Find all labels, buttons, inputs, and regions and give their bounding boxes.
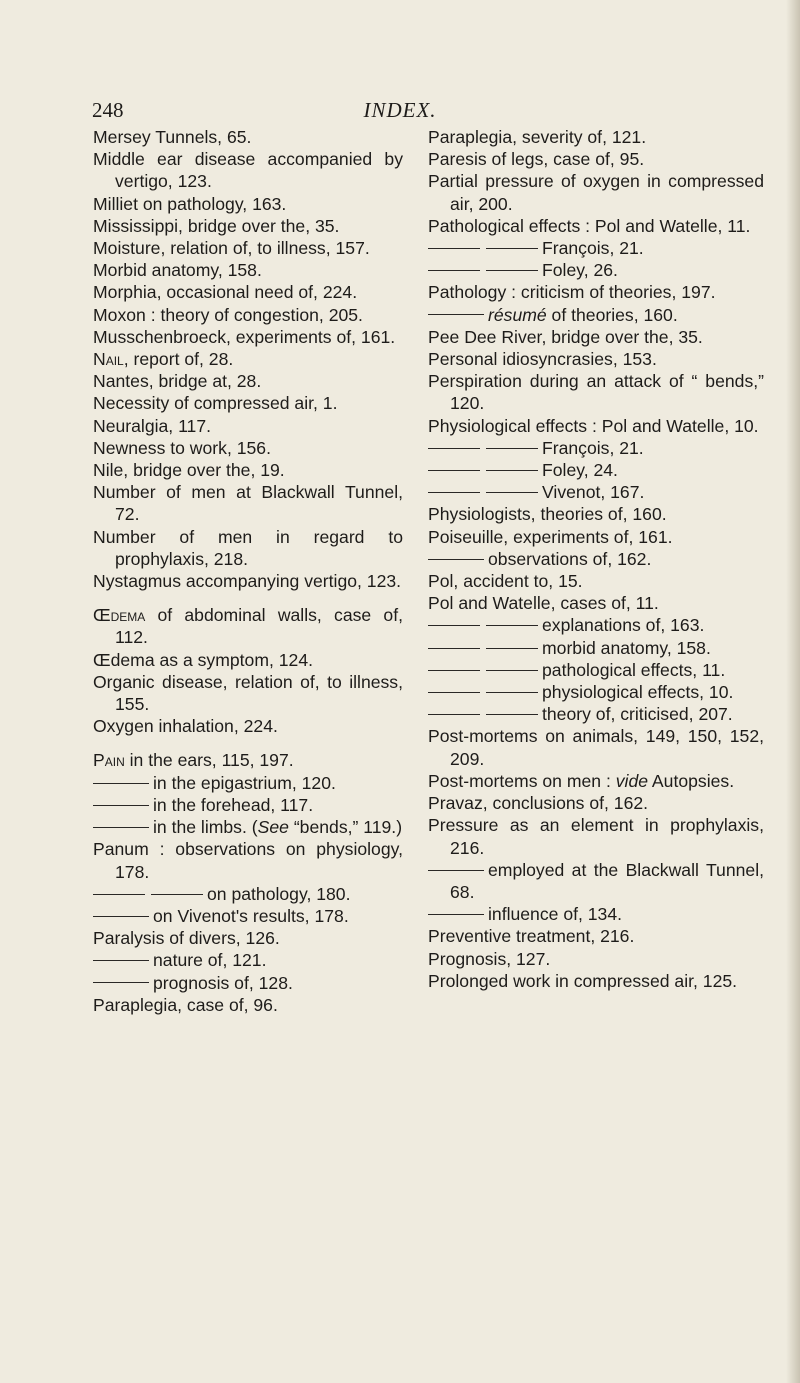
- index-entry: [428, 304, 764, 326]
- index-entry: [93, 126, 403, 148]
- entry-text: Middle ear disease accompanied by vertigo, 123.: [93, 149, 403, 192]
- index-entry: [428, 148, 764, 170]
- index-entry: [93, 994, 403, 1016]
- index-entry: [428, 770, 764, 792]
- index-column-right: [428, 126, 764, 992]
- index-entry: [428, 859, 764, 903]
- entry-text: Pol and Watelle, cases of, 11.: [428, 593, 659, 614]
- entry-text: prognosis of, 128.: [153, 972, 293, 993]
- ditto-dash: [428, 870, 484, 871]
- entry-text: Newness to work, 156.: [93, 437, 271, 458]
- entry-text: Paralysis of divers, 126.: [93, 928, 280, 949]
- ditto-dash: [93, 916, 149, 917]
- entry-headword: Œdema: [93, 605, 146, 626]
- page-spine-shadow: [786, 0, 800, 1383]
- entry-text: Panum : observations on physiology, 178.: [93, 839, 403, 882]
- index-entry: [93, 370, 403, 392]
- entry-text: in the epigastrium, 120.: [153, 772, 336, 793]
- index-entry: [428, 370, 764, 414]
- index-entry: [93, 481, 403, 525]
- entry-text: Vivenot, 167.: [542, 482, 645, 503]
- entry-text: in the limbs. (: [153, 817, 258, 838]
- ditto-dash: [428, 470, 480, 471]
- entry-text: Partial pressure of oxygen in compressed air, 200.: [428, 171, 764, 214]
- index-entry: [428, 592, 764, 614]
- index-entry: [93, 927, 403, 949]
- index-entry: [93, 649, 403, 671]
- index-entry: [93, 972, 403, 994]
- index-entry: [93, 671, 403, 715]
- entry-text: Paresis of legs, case of, 95.: [428, 149, 645, 170]
- index-entry: [93, 326, 403, 348]
- index-entry: [93, 259, 403, 281]
- index-entry: [93, 604, 403, 648]
- ditto-dash: [428, 914, 484, 915]
- index-entry: [428, 126, 764, 148]
- entry-text: Personal idiosyncrasies, 153.: [428, 349, 657, 370]
- entry-text: Physiologists, theories of, 160.: [428, 504, 667, 525]
- entry-text: Nile, bridge over the, 19.: [93, 460, 285, 481]
- entry-text: Paraplegia, case of, 96.: [93, 994, 278, 1015]
- entry-text: theory of, criticised, 207.: [542, 704, 733, 725]
- entry-text: Mersey Tunnels, 65.: [93, 127, 252, 147]
- entry-text: influence of, 134.: [488, 904, 623, 925]
- entry-text: Prognosis, 127.: [428, 948, 551, 969]
- entry-text: on pathology, 180.: [207, 883, 351, 904]
- entry-text: Pathological effects : Pol and Watelle, 11.: [428, 215, 751, 236]
- ditto-dash: [486, 648, 538, 649]
- index-entry: [93, 304, 403, 326]
- entry-text: Foley, 26.: [542, 260, 618, 281]
- index-entry: [428, 814, 764, 858]
- index-entry: [428, 348, 764, 370]
- entry-text: Milliet on pathology, 163.: [93, 193, 287, 214]
- entry-text: Number of men in regard to prophylaxis, 218.: [93, 526, 403, 569]
- index-entry: [428, 725, 764, 769]
- index-entry: [428, 237, 764, 259]
- index-entry: [93, 949, 403, 971]
- entry-text: nature of, 121.: [153, 950, 267, 971]
- index-entry: [93, 838, 403, 882]
- entry-text: Prolonged work in compressed air, 125.: [428, 970, 738, 991]
- index-entry: [428, 503, 764, 525]
- entry-text: François, 21.: [542, 437, 644, 458]
- entry-text: Number of men at Blackwall Tunnel, 72.: [93, 482, 403, 525]
- entry-text: employed at the Blackwall Tunnel, 68.: [450, 859, 764, 902]
- ditto-dash: [428, 648, 480, 649]
- ditto-dash: [93, 827, 149, 828]
- index-entry: [428, 659, 764, 681]
- index-entry: [428, 259, 764, 281]
- entry-text: Morbid anatomy, 158.: [93, 260, 262, 281]
- entry-text: in the forehead, 117.: [153, 794, 314, 815]
- index-entry: [93, 148, 403, 192]
- ditto-dash: [428, 314, 484, 315]
- entry-text: Moisture, relation of, to illness, 157.: [93, 238, 370, 259]
- ditto-dash: [151, 894, 203, 895]
- index-entry: [428, 326, 764, 348]
- ditto-dash: [428, 448, 480, 449]
- ditto-dash: [428, 670, 480, 671]
- index-entry: [93, 526, 403, 570]
- index-entry: [428, 948, 764, 970]
- entry-text: Poiseuille, experiments of, 161.: [428, 526, 673, 547]
- entry-italic: See: [257, 817, 289, 838]
- entry-text: Morphia, occasional need of, 224.: [93, 282, 358, 303]
- index-entry: [93, 772, 403, 794]
- index-entry: [428, 215, 764, 237]
- ditto-dash: [93, 894, 145, 895]
- ditto-dash: [486, 248, 538, 249]
- index-entry: [93, 794, 403, 816]
- entry-text: Physiological effects : Pol and Watelle, 10.: [428, 415, 759, 436]
- entry-text: Pravaz, conclusions of, 162.: [428, 793, 649, 814]
- ditto-dash: [428, 559, 484, 560]
- entry-text: explanations of, 163.: [542, 615, 705, 636]
- index-entry: [93, 570, 403, 592]
- index-entry: [428, 792, 764, 814]
- entry-text: Pressure as an element in prophylaxis, 216.: [428, 815, 764, 858]
- index-entry: [428, 925, 764, 947]
- index-entry: [428, 570, 764, 592]
- entry-text: François, 21.: [542, 238, 644, 259]
- entry-text: Pee Dee River, bridge over the, 35.: [428, 326, 703, 347]
- ditto-dash: [486, 448, 538, 449]
- ditto-dash: [486, 692, 538, 693]
- index-entry: [93, 715, 403, 737]
- entry-text: physiological effects, 10.: [542, 682, 734, 703]
- index-entry: [93, 905, 403, 927]
- entry-text: report of, 28.: [128, 349, 234, 370]
- page-header: [0, 98, 800, 128]
- index-entry: [93, 459, 403, 481]
- entry-text: Musschenbroeck, experiments of, 161.: [93, 326, 396, 347]
- entry-italic: vide: [615, 770, 649, 791]
- index-entry: [93, 193, 403, 215]
- ditto-dash: [428, 714, 480, 715]
- entry-text: Post-mortems on animals, 149, 150, 152, 209.: [428, 726, 764, 769]
- entry-text: Preventive treatment, 216.: [428, 926, 635, 947]
- entry-text: Oxygen inhalation, 224.: [93, 716, 278, 737]
- entry-text: of abdominal walls, case of, 112.: [115, 605, 403, 648]
- ditto-dash: [93, 805, 149, 806]
- index-entry: [428, 481, 764, 503]
- index-entry: [428, 681, 764, 703]
- entry-text: pathological effects, 11.: [542, 659, 726, 680]
- entry-text: Perspiration during an attack of “ bends,” 120.: [428, 371, 764, 414]
- entry-text: Moxon : theory of congestion, 205.: [93, 304, 363, 325]
- entry-text: Paraplegia, severity of, 121.: [428, 127, 647, 147]
- entry-headword: Nail,: [93, 349, 129, 370]
- index-entry: [428, 637, 764, 659]
- index-entry: [428, 548, 764, 570]
- entry-text: Foley, 24.: [542, 460, 618, 481]
- entry-text-tail: of theories, 160.: [546, 304, 678, 325]
- index-entry: [428, 703, 764, 725]
- ditto-dash: [486, 670, 538, 671]
- entry-text: Nystagmus accompanying vertigo, 123.: [93, 571, 402, 592]
- entry-text-tail: “bends,” 119.): [288, 817, 403, 838]
- page-number: 248: [92, 98, 124, 122]
- page-title: INDEX.: [363, 98, 437, 122]
- entry-italic: résumé: [488, 304, 547, 325]
- index-entry: [428, 437, 764, 459]
- ditto-dash: [93, 960, 149, 961]
- entry-text: observations of, 162.: [488, 548, 652, 569]
- index-entry: [93, 415, 403, 437]
- index-entry: [93, 883, 403, 905]
- index-entry: [428, 415, 764, 437]
- index-entry: [93, 392, 403, 414]
- index-entry: [93, 348, 403, 370]
- index-entry: [93, 281, 403, 303]
- ditto-dash: [486, 470, 538, 471]
- entry-text: Necessity of compressed air, 1.: [93, 393, 338, 414]
- entry-text-tail: Autopsies.: [648, 770, 735, 791]
- entry-text: on Vivenot's results, 178.: [153, 905, 349, 926]
- ditto-dash: [93, 783, 149, 784]
- ditto-dash: [486, 714, 538, 715]
- entry-headword: Pain: [93, 750, 125, 771]
- index-entry: [93, 237, 403, 259]
- index-entry: [93, 816, 403, 838]
- entry-text: morbid anatomy, 158.: [542, 637, 711, 658]
- ditto-dash: [428, 692, 480, 693]
- entry-text: in the ears, 115, 197.: [124, 750, 294, 771]
- ditto-dash: [486, 492, 538, 493]
- entry-text: Neuralgia, 117.: [93, 415, 212, 436]
- entry-text: Nantes, bridge at, 28.: [93, 371, 262, 392]
- index-entry: [428, 281, 764, 303]
- index-entry: [93, 749, 403, 771]
- ditto-dash: [428, 248, 480, 249]
- index-entry: [428, 459, 764, 481]
- index-entry: [93, 437, 403, 459]
- entry-text: Œdema as a symptom, 124.: [93, 649, 314, 670]
- index-entry: [428, 970, 764, 992]
- entry-text: Organic disease, relation of, to illness, 155.: [93, 671, 403, 715]
- ditto-dash: [93, 982, 149, 983]
- index-entry: [428, 526, 764, 548]
- entry-text: Mississippi, bridge over the, 35.: [93, 215, 340, 236]
- index-entry: [428, 614, 764, 636]
- ditto-dash: [486, 625, 538, 626]
- index-entry: [428, 170, 764, 214]
- entry-text: Pathology : criticism of theories, 197.: [428, 282, 716, 303]
- index-column-left: [93, 126, 403, 1016]
- index-entry: [93, 215, 403, 237]
- index-entry: [428, 903, 764, 925]
- entry-text: Pol, accident to, 15.: [428, 571, 583, 592]
- ditto-dash: [486, 270, 538, 271]
- ditto-dash: [428, 270, 480, 271]
- ditto-dash: [428, 492, 480, 493]
- entry-text: Post-mortems on men :: [428, 770, 616, 791]
- ditto-dash: [428, 625, 480, 626]
